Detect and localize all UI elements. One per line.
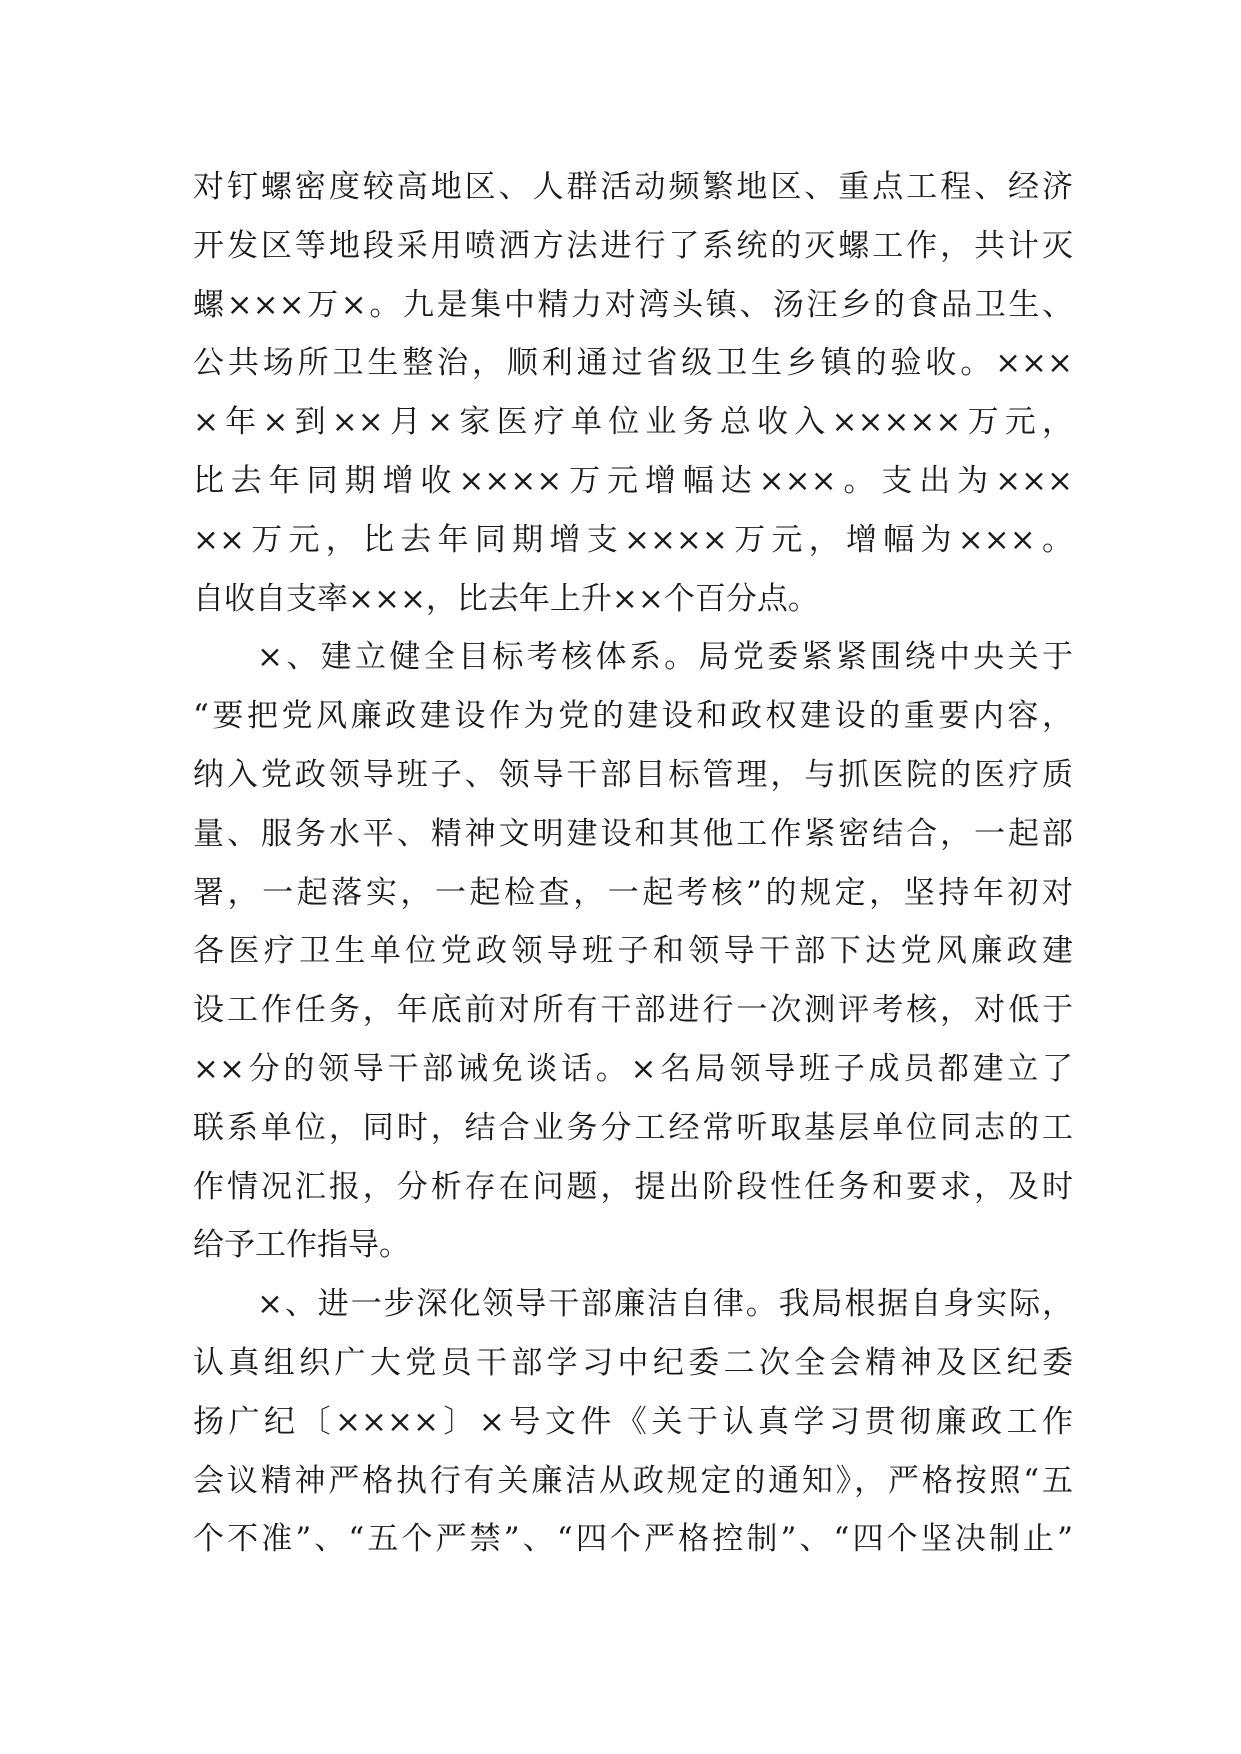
text-line: ××分的领导干部诫免谈话。×名局领导班子成员都建立了 xyxy=(193,1050,1073,1087)
text-line: 公共场所卫生整治，顺利通过省级卫生乡镇的验收。××× xyxy=(193,345,1073,382)
text-line: 会议精神严格执行有关廉洁从政规定的通知》，严格按照“五 xyxy=(193,1462,1073,1499)
text-line: 给予工作指导。 xyxy=(193,1227,410,1264)
text-line: 自收自支率×××，比去年上升××个百分点。 xyxy=(193,580,819,617)
paragraph-start-line: ×、建立健全目标考核体系。局党委紧紧围绕中央关于 xyxy=(257,639,1073,676)
text-line: 开发区等地段采用喷洒方法进行了系统的灭螺工作，共计灭 xyxy=(193,227,1073,264)
text-line: “要把党风廉政建设作为党的建设和政权建设的重要内容， xyxy=(193,698,1073,735)
text-line: 扬广纪〔××××〕×号文件《关于认真学习贯彻廉政工作 xyxy=(193,1403,1073,1440)
body-text xyxy=(193,158,1073,1569)
text-line: 纳入党政领导班子、领导干部目标管理，与抓医院的医疗质 xyxy=(193,756,1073,793)
text-line: 联系单位，同时，结合业务分工经常听取基层单位同志的工 xyxy=(193,1109,1073,1146)
text-line: 量、服务水平、精神文明建设和其他工作紧密结合，一起部 xyxy=(193,815,1073,852)
text-line: 设工作任务，年底前对所有干部进行一次测评考核，对低于 xyxy=(193,992,1073,1029)
text-line: 比去年同期增收××××万元增幅达×××。支出为××× xyxy=(193,462,1073,499)
text-line: 各医疗卫生单位党政领导班子和领导干部下达党风廉政建 xyxy=(193,933,1073,970)
text-line: 螺×××万×。九是集中精力对湾头镇、汤汪乡的食品卫生、 xyxy=(193,286,1073,323)
text-line: 对钉螺密度较高地区、人群活动频繁地区、重点工程、经济 xyxy=(193,169,1073,205)
text-line: 认真组织广大党员干部学习中纪委二次全会精神及区纪委 xyxy=(193,1344,1073,1381)
paragraph-start-line: ×、进一步深化领导干部廉洁自律。我局根据自身实际， xyxy=(257,1286,1073,1323)
text-line: 个不准”、“五个严禁”、“四个严格控制”、“四个坚决制止” xyxy=(193,1521,1073,1558)
text-line: 署，一起落实，一起检查，一起考核”的规定，坚持年初对 xyxy=(193,874,1073,911)
text-line: 作情况汇报，分析存在问题，提出阶段性任务和要求，及时 xyxy=(193,1168,1073,1205)
text-line: ××万元，比去年同期增支××××万元，增幅为×××。 xyxy=(193,521,1073,558)
text-line: ×年×到××月×家医疗单位业务总收入×××××万元， xyxy=(193,404,1073,441)
